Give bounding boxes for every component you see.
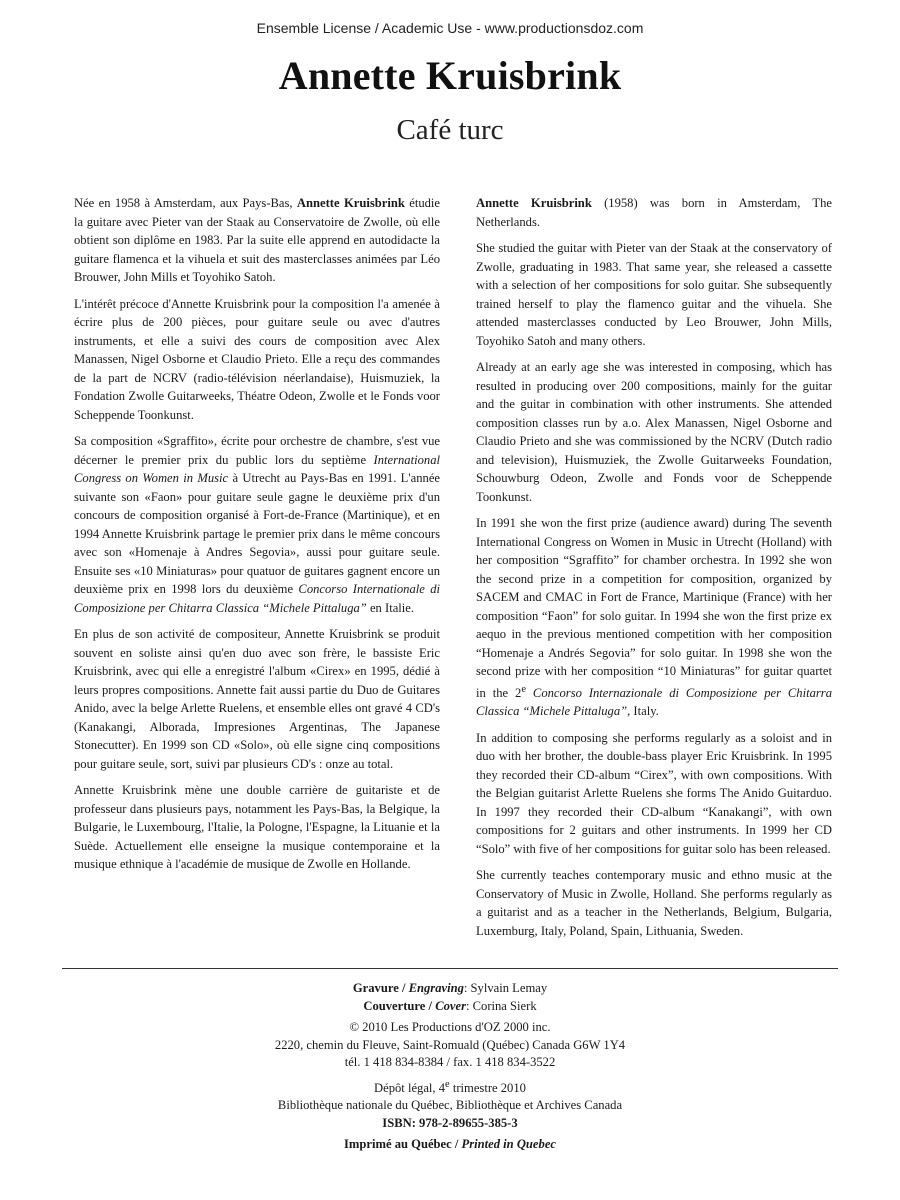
- fr-p3-text-2: à Utrecht au Pays-Bas en 1991. L'année suivante son «Faon» pour guitare seule gagne le deuxième prix d'un concours de composition organisé à Fort-de-France (Martinique), et en 1994 Annette Kruisbrink partage le premier prix dans le même concours avec son «Homenaje à Andres Segovia», aussi pour guitare seule. Ensuite ses «10 Miniaturas» pour quatuor de guitares gagnent encore un deuxième prix en 1998 lors du deuxième: [74, 471, 441, 596]
- english-biography: [476, 194, 832, 948]
- depot-text-2: trimestre 2010: [449, 1080, 526, 1095]
- divider-rule: [62, 968, 838, 969]
- engraving-label: Gravure /: [352, 981, 409, 995]
- en-paragraph-6: She currently teaches contemporary music and ethno music at the Conservatory of Music in Zwolle, Holland. She performs regularly as a guitarist and as a teacher in the Netherlands, Belgium, Bulgaria, Luxemburg, Italy, Poland, Spain, Lithuania, Sweden.: [476, 868, 832, 938]
- en-p4-text-2: , Italy.: [627, 704, 659, 719]
- depot-line: [0, 1076, 900, 1098]
- isbn-line: ISBN: 978-2-89655-385-3: [382, 1115, 518, 1130]
- license-line: Ensemble License / Academic Use - www.productionsdoz.com: [256, 20, 644, 36]
- en-p1-text: (1958) was born in Amsterdam, The Netherlands.: [476, 196, 832, 229]
- work-title: Café turc: [396, 114, 504, 146]
- fr-p3-concorso: Concorso Internationale di Composizione per Chitarra Classica “Michele Pittaluga”: [74, 582, 441, 615]
- engraving-value: : Sylvain Lemay: [463, 981, 548, 995]
- engraving-credit: [0, 980, 900, 998]
- en-p4-concorso: Concorso Internazionale di Composizione per Chitarra Classica “Michele Pittaluga”: [476, 685, 832, 719]
- en-p4-sup: e: [521, 683, 526, 695]
- en-paragraph-4: [476, 514, 832, 721]
- fr-p1-text: Née en 1958 à Amsterdam, aux Pays-Bas,: [74, 196, 297, 210]
- library-line: Bibliothèque nationale du Québec, Bibliothèque et Archives Canada: [277, 1098, 623, 1113]
- depot-sup: e: [445, 1078, 450, 1090]
- credits-block: [0, 980, 900, 1154]
- en-paragraph-2: She studied the guitar with Pieter van der Staak at the conservatory of Zwolle, graduating in 1983. That same year, she released a cassette with a selection of her compositions for solo guitar. She subsequently trained herself to play the flamenco guitar and the vihuela. She attended masterclasses conducted by Leo Brouwer, John Mills, Toyohiko Satoh and many others.: [476, 241, 832, 348]
- cover-label-en: Cover: [435, 998, 466, 1013]
- address-line: 2220, chemin du Fleuve, Saint-Romuald (Québec) Canada G6W 1Y4: [274, 1037, 626, 1052]
- en-composer-name: Annette Kruisbrink: [476, 196, 592, 210]
- en-paragraph-1: [476, 194, 832, 231]
- printed-line: [0, 1136, 900, 1154]
- french-biography: [74, 194, 440, 882]
- depot-text: Dépôt légal, 4: [374, 1080, 446, 1095]
- en-paragraph-3: Already at an early age she was interested in composing, which has resulted in producing over 200 compositions, mainly for the guitar and the guitar in combination with other instruments. She attended composition classes run by a.o. Alex Manassen, Nigel Osborne and Claudio Prieto and she was commissioned by the NCRV (Dutch radio and television), Huismuziek, the Zwolle Guitarweeks Foundation, Schouwburg Odeon, Zwolle and Fonds voor de Scheppende Toonkunst.: [476, 360, 832, 504]
- fr-paragraph-3: [74, 432, 440, 617]
- en-paragraph-5: In addition to composing she performs regularly as a soloist and in duo with her brother, the double-bass player Eric Kruisbrink. In 1995 they recorded their CD-album “Cirex”, with own compositions. With the Belgian guitarist Arlette Ruelens she forms The Anido Guitarduo. In 1997 they recorded their CD-album “Kanakangi”, with own compositions for 2 guitars and other instruments. In 1999 her CD “Solo” with five of her compositions for guitar solo has been released.: [476, 730, 832, 856]
- fr-composer-name: Annette Kruisbrink: [296, 196, 405, 210]
- en-p4-text: In 1991 she won the first prize (audience award) during The seventh International Congress on Women in Music in Utrecht (Holland) with her composition “Sgraffito” for chamber orchestra. In 1992 she won the second prize in a competition for composition, organized by SACEM and CMAC in Fort de France, Martinique (France) with her composition “Faon” for solo guitar. In 1994 she won the first prize ex aequo in the previous mentioned competition with her composition “Homenaje a Andrés Segovia” for solo guitar. In 1998 she won the second prize with her composition “10 Miniaturas” for guitar quartet in the 2: [476, 516, 832, 700]
- cover-value: : Corina Sierk: [465, 998, 537, 1013]
- cover-credit: [0, 998, 900, 1016]
- fr-p3-congress: International Congress on Women in Music: [74, 452, 440, 485]
- phone-line: tél. 1 418 834-8384 / fax. 1 418 834-3522: [344, 1055, 556, 1069]
- composer-name: Annette Kruisbrink: [278, 53, 622, 98]
- printed-fr: Imprimé au Québec /: [344, 1137, 462, 1152]
- engraving-label-en: Engraving: [408, 981, 464, 995]
- fr-paragraph-1: [74, 194, 440, 287]
- fr-p3-text-3: en Italie.: [366, 600, 415, 615]
- fr-paragraph-4: En plus de son activité de compositeur, Annette Kruisbrink se produit souvent en soliste ainsi qu'en duo avec son frère, le bassiste Eric Kruisbrink, avec qui elle a enregistré l'album «Cirex» en 1995, dédié à leurs propres compositions. Annette fait aussi partie du Duo de Guitares Anido, avec la belge Arlette Ruelens, et ensemble elles ont gravé 4 CD's (Kanakangi, Alborada, Impresiones Argentinas, The Japanese Stonecutter). En 1999 son CD «Solo», où elle signe cinq compositions pour guitare seule, sort, suivi par plusieurs CD's : onze au total.: [74, 627, 440, 771]
- fr-p1-text-2: étudie la guitare avec Pieter van der Staak au Conservatoire de Zwolle, où elle obtient son diplôme en 1983. Par la suite elle apprend en autodidacte la guitare flamenca et la vihuela et suit des masterclasses animées par Léo Brouwer, John Mills et Toyohiko Satoh.: [74, 196, 440, 284]
- copyright-line: © 2010 Les Productions d'OZ 2000 inc.: [349, 1020, 551, 1034]
- printed-en: Printed in Quebec: [461, 1137, 556, 1152]
- fr-paragraph-2: L'intérêt précoce d'Annette Kruisbrink pour la composition l'a amenée à écrire plus de 200 pièces, pour guitare seule ou avec d'autres instruments, et elle a suivi des cours de composition avec Alex Manassen, Nigel Osborne et Claudio Prieto. Elle a reçu des commandes de la part de NCRV (radio-télévision néerlandaise), Huismuziek, la Fondation Zwolle Guitarweeks, Théatre Odeon, Zwolle et le Fonds voor Scheppende Toonkunst.: [74, 296, 440, 422]
- fr-p3-text: Sa composition «Sgraffito», écrite pour orchestre de chambre, s'est vue décerner le premier prix du public lors du septième: [74, 434, 440, 467]
- cover-label: Couverture /: [363, 998, 436, 1013]
- fr-paragraph-5: Annette Kruisbrink mène une double carrière de guitariste et de professeur dans plusieurs pays, notamment les Pays-Bas, la Belgique, la Bulgarie, le Luxembourg, l'Italie, la Pologne, l'Espagne, la Lituanie et la Suède. Actuellement elle enseigne la musique contemporaine et la musique ethnique à l'académie de musique de Zwolle en Hollande.: [74, 783, 440, 871]
